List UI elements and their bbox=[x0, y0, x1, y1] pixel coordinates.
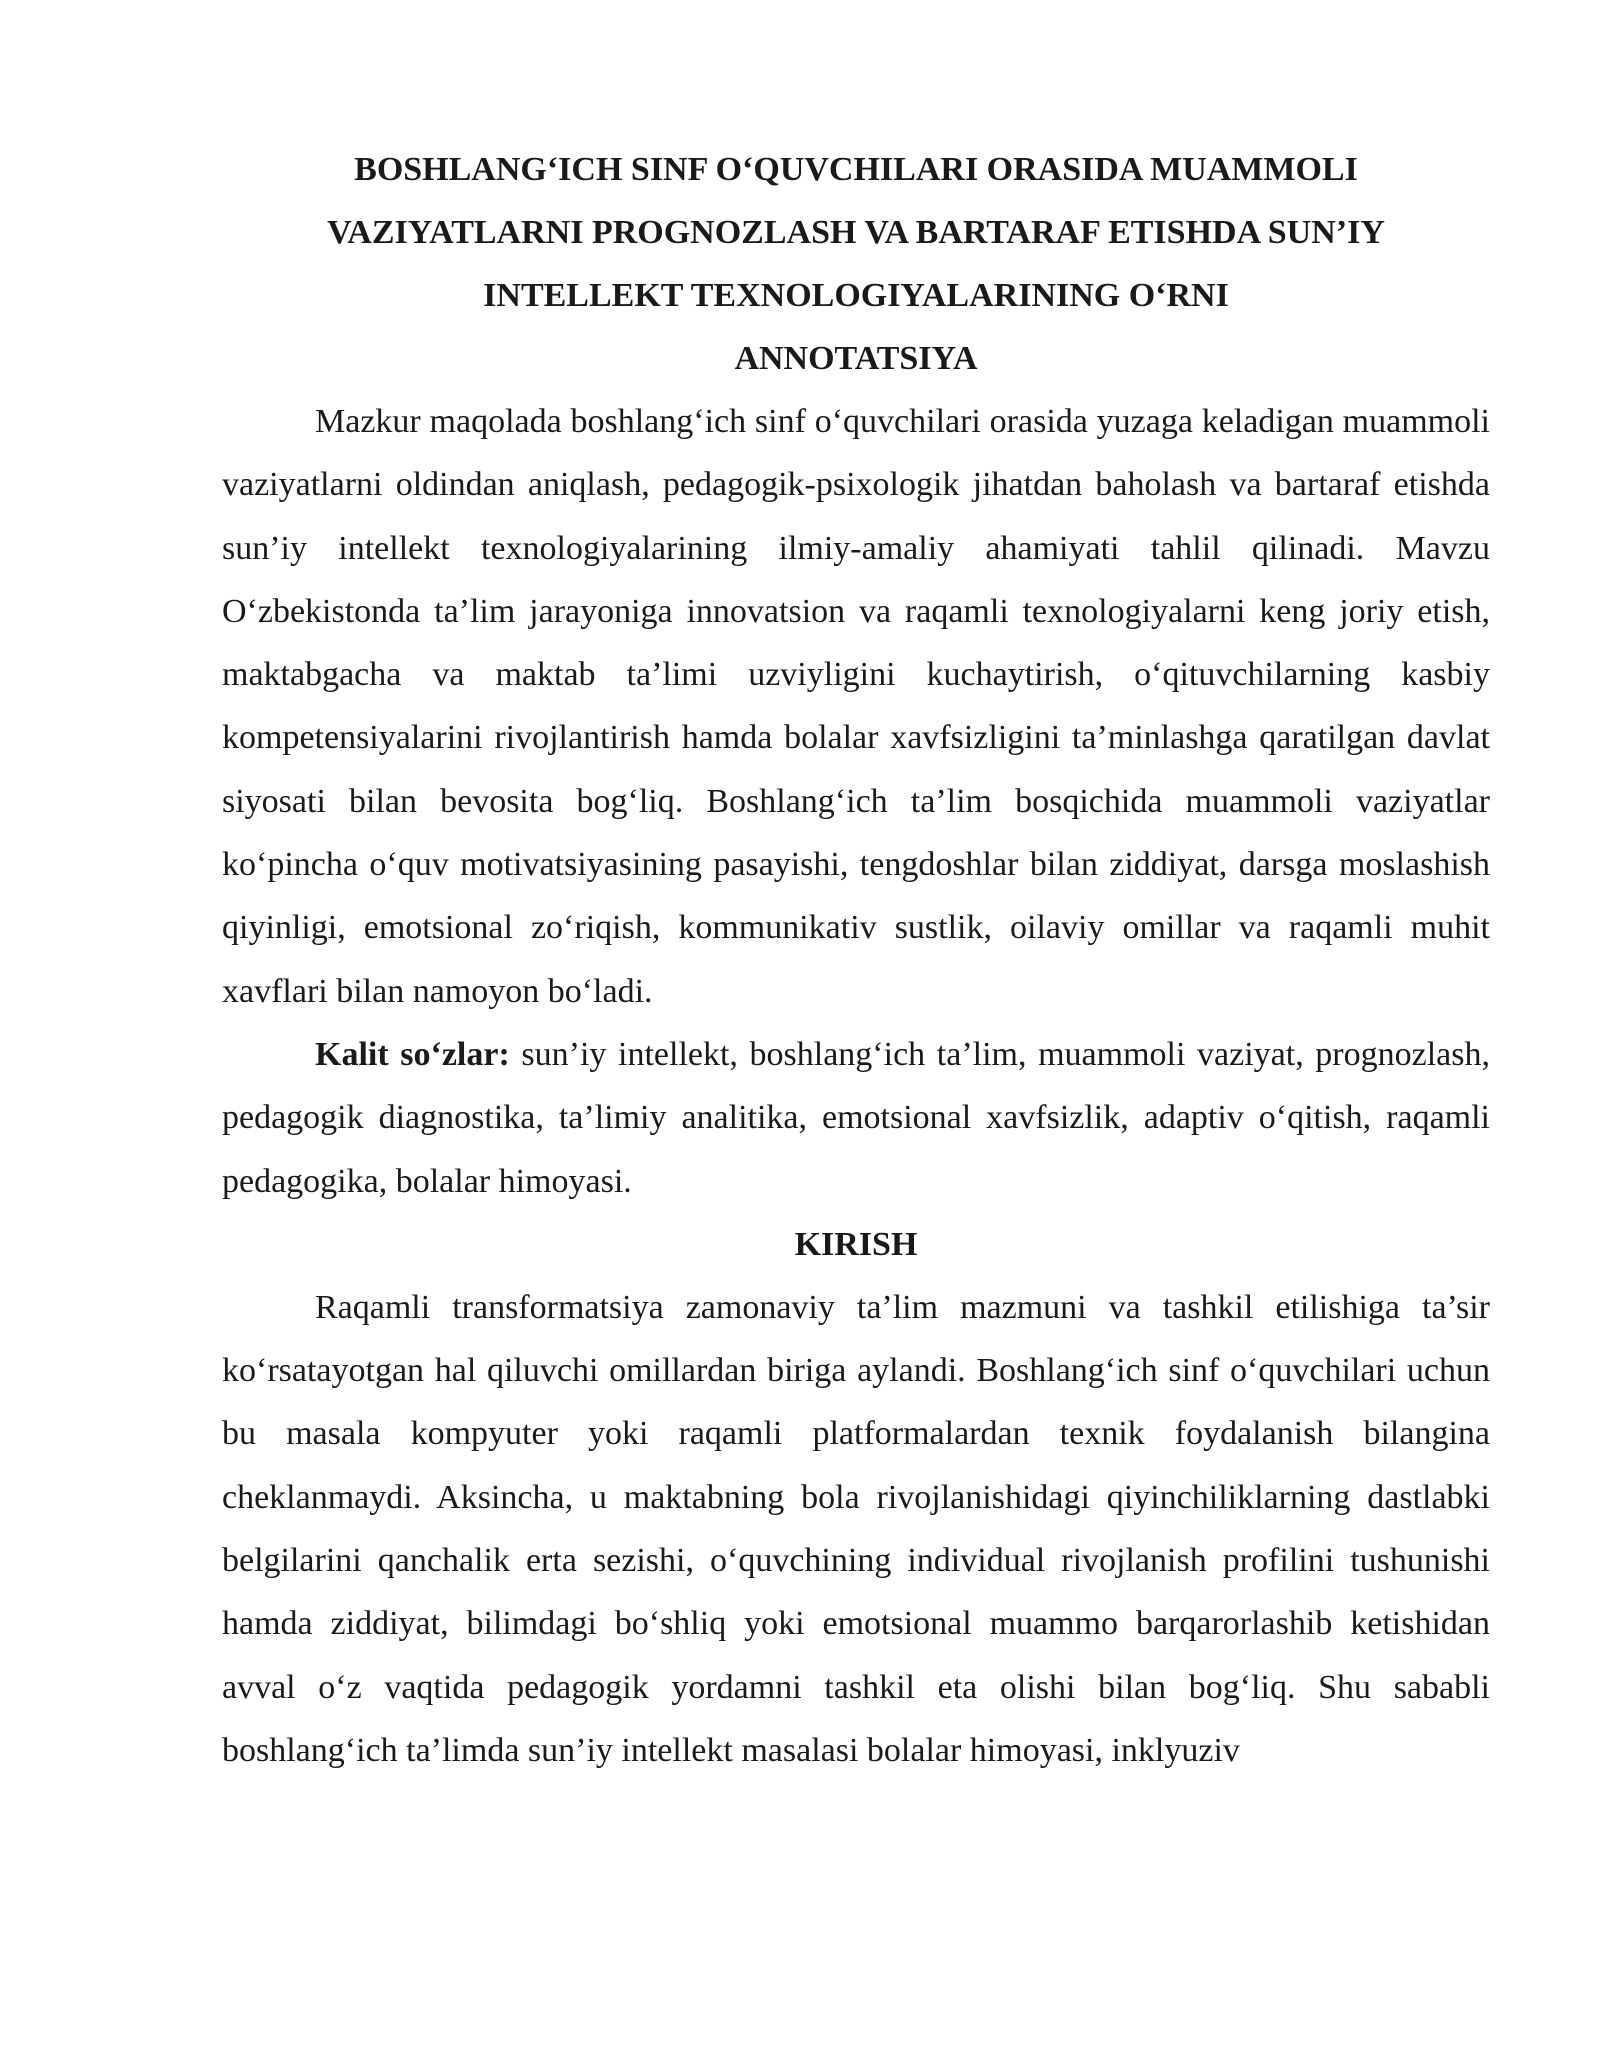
keywords-list: sun’iy intellekt, boshlang‘ich ta’lim, muammoli vaziyat, prognozlash, pedagogik diagnostika, ta’limiy analitika, emotsional xavfsizlik, adaptiv o‘qitish, raqamli pedagogika, bolalar himoyasi. bbox=[222, 1035, 1490, 1200]
title-line-3: INTELLEKT TEXNOLOGIYALARINING O‘RNI bbox=[483, 277, 1229, 314]
keywords-label: Kalit so‘zlar: bbox=[315, 1035, 510, 1073]
intro-paragraph: Raqamli transformatsiya zamonaviy ta’lim mazmuni va tashkil etilishiga ta’sir ko‘rsatayotgan hal qiluvchi omillardan biriga aylandi. Boshlang‘ich sinf o‘quvchilari uchun bu masala kompyuter yoki raqamli platformalardan texnik foydalanish bilangina cheklanmaydi. Aksincha, u maktabning bola rivojlanishidagi qiyinchiliklarning dastlabki belgilarini qanchalik erta sezishi, o‘quvchining individual rivojlanish profilini tushunishi hamda ziddiyat, bilimdagi bo‘shliq yoki emotsional muammo barqarorlashib ketishidan avval o‘z vaqtida pedagogik yordamni tashkil eta olishi bilan bog‘liq. Shu sababli boshlang‘ich ta’limda sun’iy intellekt masalasi bolalar himoyasi, inklyuziv bbox=[222, 1288, 1490, 1769]
title-line-2: VAZIYATLARNI PROGNOZLASH VA BARTARAF ETISHDA SUN’IY bbox=[327, 214, 1385, 251]
article-title bbox=[222, 138, 1490, 327]
intro-heading: KIRISH bbox=[794, 1225, 918, 1263]
document-page bbox=[222, 138, 1490, 1782]
title-line-1: BOSHLANG‘ICH SINF O‘QUVCHILARI ORASIDA MUAMMOLI bbox=[354, 151, 1358, 188]
keywords-paragraph bbox=[222, 1023, 1490, 1213]
annotation-heading: ANNOTATSIYA bbox=[734, 340, 978, 377]
annotation-paragraph: Mazkur maqolada boshlang‘ich sinf o‘quvchilari orasida yuzaga keladigan muammoli vaziyatlarni oldindan aniqlash, pedagogik-psixologik jihatdan baholash va bartaraf etishda sun’iy intellekt texnologiyalarining ilmiy-amaliy ahamiyati tahlil qilinadi. Mavzu O‘zbekistonda ta’lim jarayoniga innovatsion va raqamli texnologiyalarni keng joriy etish, maktabgacha va maktab ta’limi uzviyligini kuchaytirish, o‘qituvchilarning kasbiy kompetensiyalarini rivojlantirish hamda bolalar xavfsizligini ta’minlashga qaratilgan davlat siyosati bilan bevosita bog‘liq. Boshlang‘ich ta’lim bosqichida muammoli vaziyatlar ko‘pincha o‘quv motivatsiyasining pasayishi, tengdoshlar bilan ziddiyat, darsga moslashish qiyinligi, emotsional zo‘riqish, kommunikativ sustlik, oilaviy omillar va raqamli muhit xavflari bilan namoyon bo‘ladi. bbox=[222, 403, 1490, 1010]
